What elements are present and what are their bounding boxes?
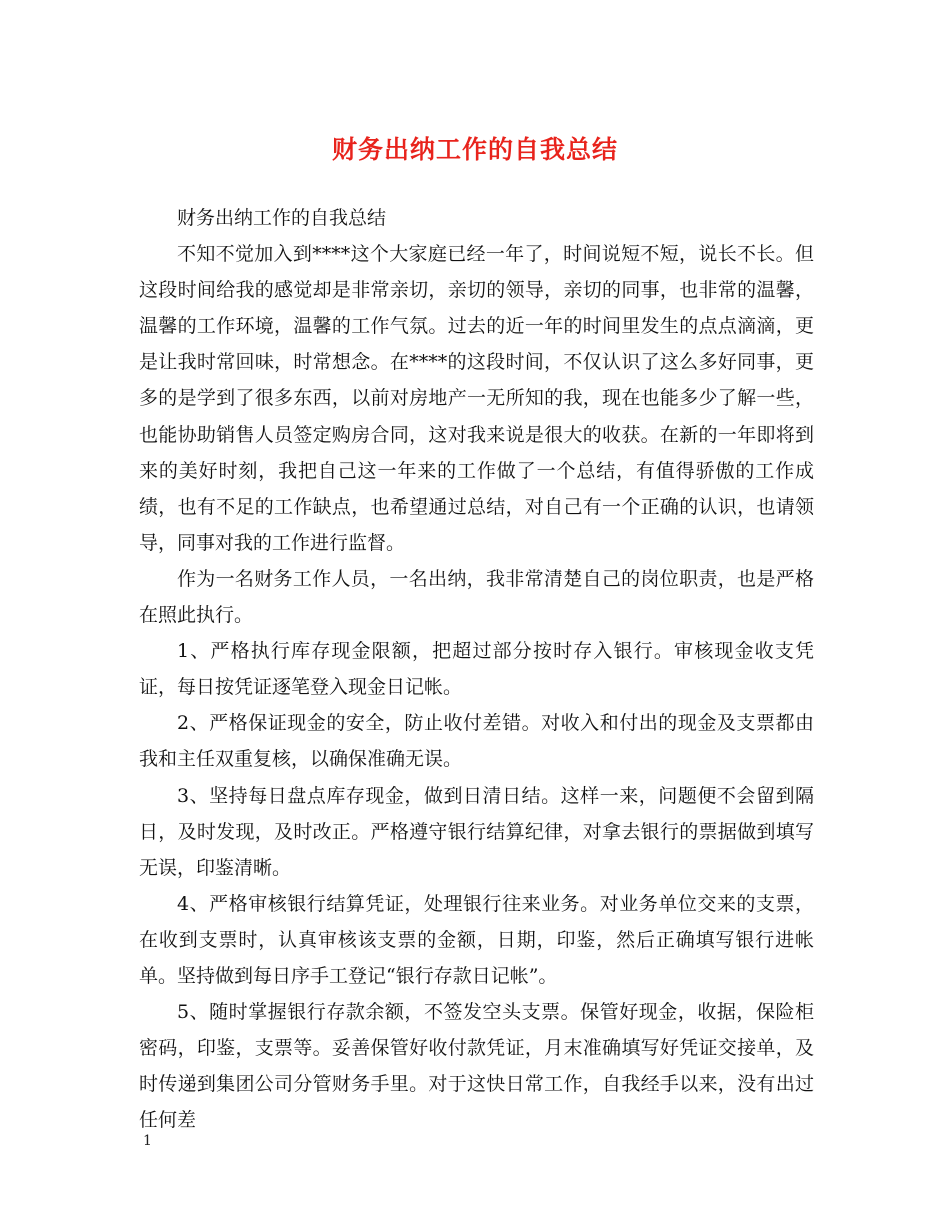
paragraph-item-1: 1、严格执行库存现金限额，把超过部分按时存入银行。审核现金收支凭证，每日按凭证逐笔登入现金日记帐。 <box>139 640 814 699</box>
paragraph-intro: 不知不觉加入到****这个大家庭已经一年了，时间说短不短，说长不长。但这段时间给我的感觉却是非常亲切，亲切的领导，亲切的同事，也非常的温馨，温馨的工作环境，温馨的工作气氛。过去的近一年的时间里发生的点点滴滴，更是让我时常回味，时常想念。在****的这段时间，不仅认识了这么多好同事，更多的是学到了很多东西，以前对房地产一无所知的我，现在也能多少了解一些，也能协助销售人员签定购房合同，这对我来说是很大的收获。在新的一年即将到来的美好时刻，我把自己这一年来的工作做了一个总结，有值得骄傲的工作成绩，也有不足的工作缺点，也希望通过总结，对自己有一个正确的认识，也请领导，同事对我的工作进行监督。 <box>139 243 814 554</box>
page-number: 1 <box>143 1133 152 1149</box>
paragraph-item-3: 3、坚持每日盘点库存现金，做到日清日结。这样一来，问题便不会留到隔日，及时发现，及时改正。严格遵守银行结算纪律，对拿去银行的票据做到填写无误，印鉴清晰。 <box>139 784 814 879</box>
paragraph-item-2: 2、严格保证现金的安全，防止收付差错。对收入和付出的现金及支票都由我和主任双重复核，以确保准确无误。 <box>139 712 814 771</box>
paragraph-item-4: 4、严格审核银行结算凭证，处理银行往来业务。对业务单位交来的支票，在收到支票时，认真审核该支票的金额，日期，印鉴，然后正确填写银行进帐单。坚持做到每日序手工登记“银行存款日记帐”。 <box>139 892 814 987</box>
document-title: 财务出纳工作的自我总结 <box>331 135 618 164</box>
document-body <box>139 200 814 1138</box>
paragraph-duties: 作为一名财务工作人员，一名出纳，我非常清楚自己的岗位职责，也是严格在照此执行。 <box>139 567 814 627</box>
paragraph-subtitle: 财务出纳工作的自我总结 <box>177 207 387 229</box>
paragraph-item-5: 5、随时掌握银行存款余额，不签发空头支票。保管好现金，收据，保险柜密码，印鉴，支票等。妥善保管好收付款凭证，月末准确填写好凭证交接单，及时传递到集团公司分管财务手里。对于这快日常工作，自我经手以来，没有出过任何差 <box>139 1001 814 1132</box>
